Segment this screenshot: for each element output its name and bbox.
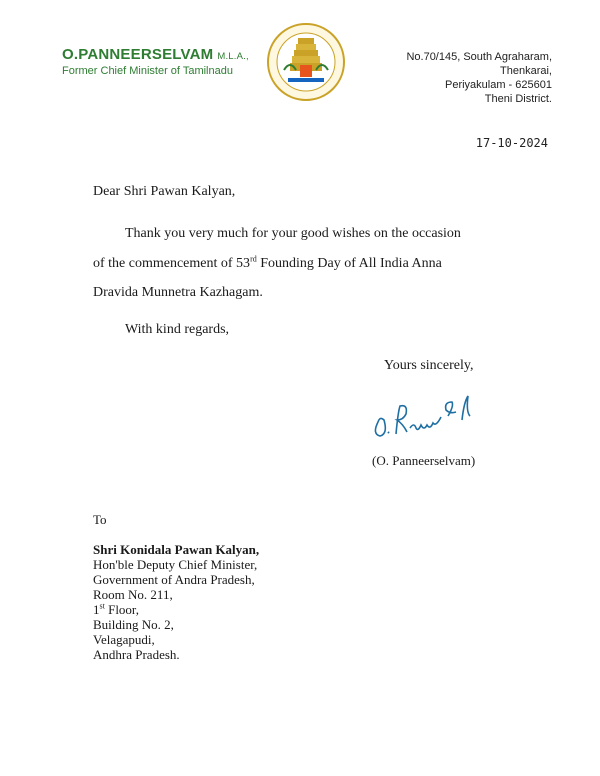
recipient-floor [93, 602, 259, 617]
closing: Yours sincerely, [384, 358, 474, 373]
recipient-office: Government of Andra Pradesh, [93, 572, 255, 587]
floor-number: 1 [93, 602, 100, 617]
letter-date: 17-10-2024 [475, 136, 548, 150]
letterhead-address [362, 50, 552, 106]
sender-name [62, 46, 249, 63]
recipient-title: Hon'ble Deputy Chief Minister, [93, 557, 258, 572]
sender-name-suffix: M.L.A., [217, 51, 249, 62]
body-line-1: Thank you very much for your good wishes on the occasion [125, 226, 461, 241]
address-line: Theni District. [484, 93, 552, 105]
recipient-city: Velagapudi, [93, 632, 155, 647]
letterhead-sender [62, 46, 249, 77]
sender-name-text: O.PANNEERSELVAM [62, 46, 214, 63]
tamilnadu-assembly-emblem-icon [266, 22, 346, 102]
floor-ordinal: st [99, 601, 105, 611]
address-line: Periyakulam - 625601 [444, 79, 552, 91]
salutation: Dear Shri Pawan Kalyan, [93, 184, 236, 199]
signer-name: (O. Panneerselvam) [372, 453, 476, 468]
recipient-name: Shri Konidala Pawan Kalyan, [93, 542, 260, 557]
body-line-2-end: Founding Day of All India Anna [256, 256, 442, 271]
body-line-2 [93, 256, 513, 272]
recipient-room: Room No. 211, [93, 587, 173, 602]
body-line-3: Dravida Munnetra Kazhagam. [93, 285, 263, 300]
ordinal-suffix: rd [250, 254, 257, 264]
recipient-state: Andhra Pradesh. [93, 647, 180, 662]
recipient-building: Building No. 2, [93, 617, 174, 632]
floor-label: Floor, [104, 602, 139, 617]
handwritten-signature [366, 380, 486, 450]
body-line-2-start: of the commencement of 53 [93, 256, 251, 271]
to-label: To [93, 512, 107, 527]
recipient-address [93, 542, 259, 662]
address-line: Thenkarai, [500, 65, 552, 77]
sender-designation: Former Chief Minister of Tamilnadu [62, 65, 233, 77]
regards: With kind regards, [125, 322, 230, 337]
address-line: No.70/145, South Agraharam, [406, 51, 552, 63]
